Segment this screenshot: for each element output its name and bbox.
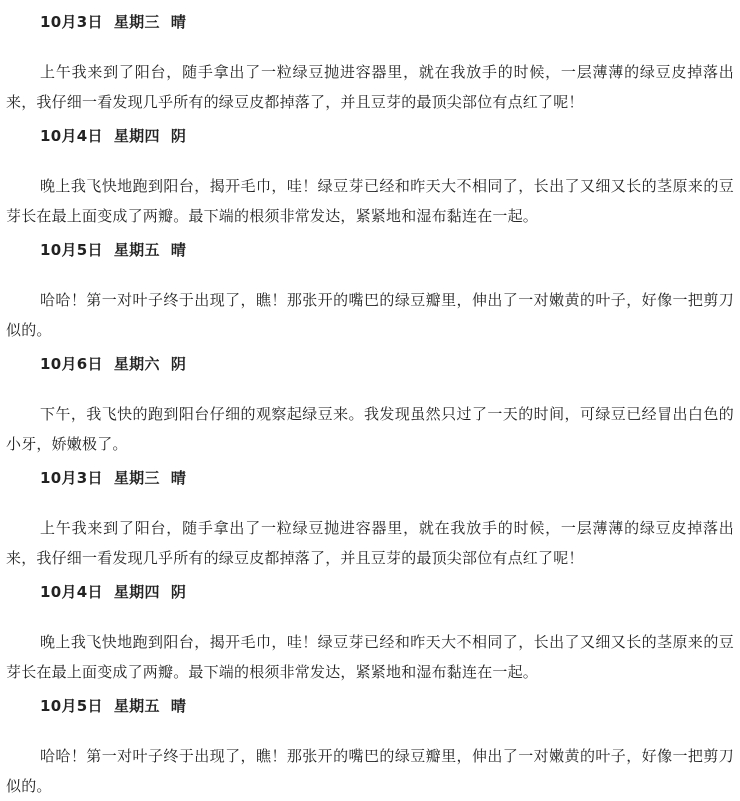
entry-text: 晚上我飞快地跑到阳台，揭开毛巾，哇！绿豆芽已经和昨天大不相同了，长出了又细又长的茎原来的豆芽长在最上面变成了两瓣。最下端的根须非常发达，紧紧地和湿布黏连在一起。: [6, 633, 734, 681]
entry-text: 哈哈！第一对叶子终于出现了，瞧！那张开的嘴巴的绿豆瓣里，伸出了一对嫩黄的叶子，好像一把剪刀似的。: [6, 291, 734, 339]
entry-weather: 阴: [170, 127, 187, 145]
entry-weekday: 星期五: [113, 697, 160, 715]
entry-date: 10月6日: [40, 355, 103, 373]
entry-heading: [40, 12, 186, 32]
entry-weekday: 星期六: [113, 355, 160, 373]
entry-weekday: 星期四: [113, 583, 160, 601]
entry-weekday: 星期五: [113, 241, 160, 259]
entry-weather: 晴: [170, 469, 187, 487]
entry-weather: 阴: [170, 355, 187, 373]
entry-date: 10月3日: [40, 13, 103, 31]
entry-date: 10月4日: [40, 583, 103, 601]
entry-date: 10月5日: [40, 697, 103, 715]
entry-text: 哈哈！第一对叶子终于出现了，瞧！那张开的嘴巴的绿豆瓣里，伸出了一对嫩黄的叶子，好像一把剪刀似的。: [6, 747, 734, 795]
entry-text: 上午我来到了阳台，随手拿出了一粒绿豆抛进容器里，就在我放手的时候，一层薄薄的绿豆皮掉落出来，我仔细一看发现几乎所有的绿豆皮都掉落了，并且豆芽的最顶尖部位有点红了呢！: [6, 519, 734, 567]
entry-weather: 晴: [170, 13, 187, 31]
entry-heading: [40, 582, 186, 602]
entry-text: 下午，我飞快的跑到阳台仔细的观察起绿豆来。我发现虽然只过了一天的时间，可绿豆已经冒出白色的小牙，娇嫩极了。: [6, 405, 734, 453]
entry-date: 10月5日: [40, 241, 103, 259]
entry-heading: [40, 696, 186, 716]
entry-date: 10月3日: [40, 469, 103, 487]
entry-weekday: 星期四: [113, 127, 160, 145]
entry-heading: [40, 240, 186, 260]
entry-weather: 晴: [170, 697, 187, 715]
entry-weather: 晴: [170, 241, 187, 259]
entry-text: 上午我来到了阳台，随手拿出了一粒绿豆抛进容器里，就在我放手的时候，一层薄薄的绿豆皮掉落出来，我仔细一看发现几乎所有的绿豆皮都掉落了，并且豆芽的最顶尖部位有点红了呢！: [6, 63, 734, 111]
entry-weekday: 星期三: [113, 469, 160, 487]
entry-heading: [40, 354, 186, 374]
entry-heading: [40, 126, 186, 146]
entry-weekday: 星期三: [113, 13, 160, 31]
entry-text: 晚上我飞快地跑到阳台，揭开毛巾，哇！绿豆芽已经和昨天大不相同了，长出了又细又长的茎原来的豆芽长在最上面变成了两瓣。最下端的根须非常发达，紧紧地和湿布黏连在一起。: [6, 177, 734, 225]
entry-date: 10月4日: [40, 127, 103, 145]
entry-weather: 阴: [170, 583, 187, 601]
entry-heading: [40, 468, 186, 488]
